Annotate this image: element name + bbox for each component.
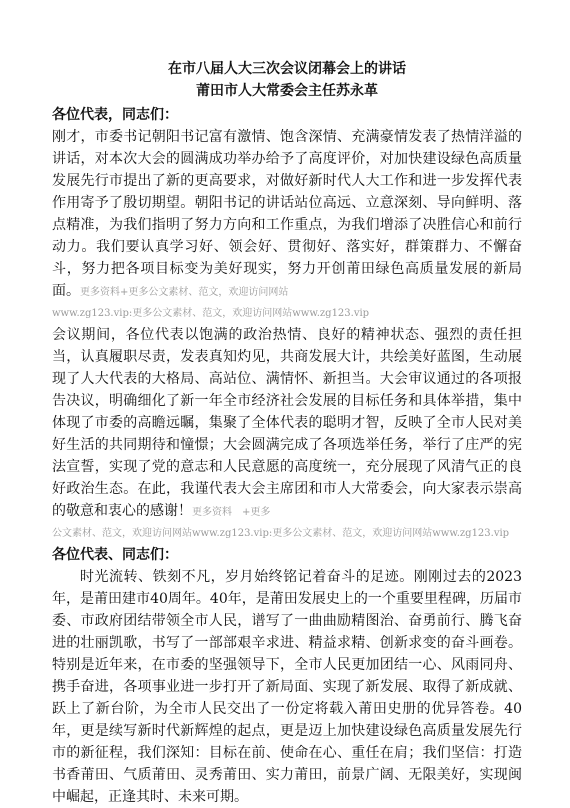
watermark-2b: 公文素材、范文，欢迎访问网站www.zg123.vip:更多公文素材、范文，欢迎访问网站www.zg123.vip <box>52 528 510 539</box>
paragraph-1 <box>52 126 522 304</box>
document-subtitle: 莆田市人大常委会主任苏永革 <box>196 83 378 99</box>
greeting-2: 各位代表、同志们： <box>52 547 178 563</box>
paragraph-3: 时光流转、铁刻不凡，岁月始终铭记着奋斗的足迹。刚刚过去的2023年，是莆田建市40周年。40年，是莆田发展史上的一个重要里程碑，历届市委、市政府团结带领全市人民，谱写了一曲曲励精图治、奋勇前行、腾飞奋进的壮丽凯歌，书写了一部部艰辛求进、精益求精、创新求变的奋斗画卷。特别是近年来，在市委的坚强领导下，全市人民更加团结一心、风雨同舟、携手奋进，各项事业进一步打开了新局面、实现了新发展、取得了新成就、跃上了新台阶，为全市人民交出了一份定将载入莆田史册的优异答卷。40年，更是续写新时代新辉煌的起点，更是迈上加快建设绿色高质量发展先行市的新征程，我们深知：目标在前、使命在心、重任在肩；我们坚信：打造书香莆田、气质莆田、灵秀莆田、实力莆田，前景广阔、无限美好，实现闽中崛起，正逢其时、未来可期。 <box>52 569 522 805</box>
document-title: 在市八届人大三次会议闭幕会上的讲话 <box>168 61 406 77</box>
paragraph-2-text: 会议期间，各位代表以饱满的政治热情、良好的精神状态、强烈的责任担当，认真履职尽责，发表真知灼见，共商发展大计，共绘美好蓝图，生动展现了人大代表的大格局、高站位、满情怀、新担当。大会审议通过的各项报告决议，明确细化了新一年全市经济社会发展的目标任务和具体举措，集中体现了市委的高瞻远瞩，集聚了全体代表的聪明才智，反映了全市人民对美好生活的共同期待和憧憬；大会圆满完成了各项选举任务，举行了庄严的宪法宣誓，实现了党的意志和人民意愿的高度统一，充分展现了风清气正的良好政治生态。在此，我谨代表大会主席团和市人大常委会，向大家表示崇高的敬意和衷心的感谢！ <box>52 327 522 519</box>
watermark-1: 更多资料+更多公文素材、范文，欢迎访问网站 <box>80 287 289 298</box>
watermark-1b: www.zg123.vip:更多公文素材、范文，欢迎访问网站www.zg123.vip <box>52 308 370 319</box>
paragraph-1-text: 刚才，市委书记朝阳书记富有激情、饱含深情、充满豪情发表了热情洋溢的讲话，对本次大会的圆满成功举办给予了高度评价，对加快建设绿色高质量发展先行市提出了新的更高要求，对做好新时代人大工作和进一步发挥代表作用寄予了殷切期望。朝阳书记的讲话站位高远、立意深刻、导向鲜明、落点精准，为我们指明了努力方向和工作重点，为我们增添了决胜信心和前行动力。我们要认真学习好、领会好、贯彻好、落实好，群策群力、不懈奋斗，努力把各项目标变为美好现实，努力开创莆田绿色高质量发展的新局面。 <box>52 129 522 299</box>
paragraph-2 <box>52 324 522 524</box>
greeting-1: 各位代表，同志们： <box>52 107 178 123</box>
watermark-2: 更多资料 +更多 <box>192 507 271 518</box>
